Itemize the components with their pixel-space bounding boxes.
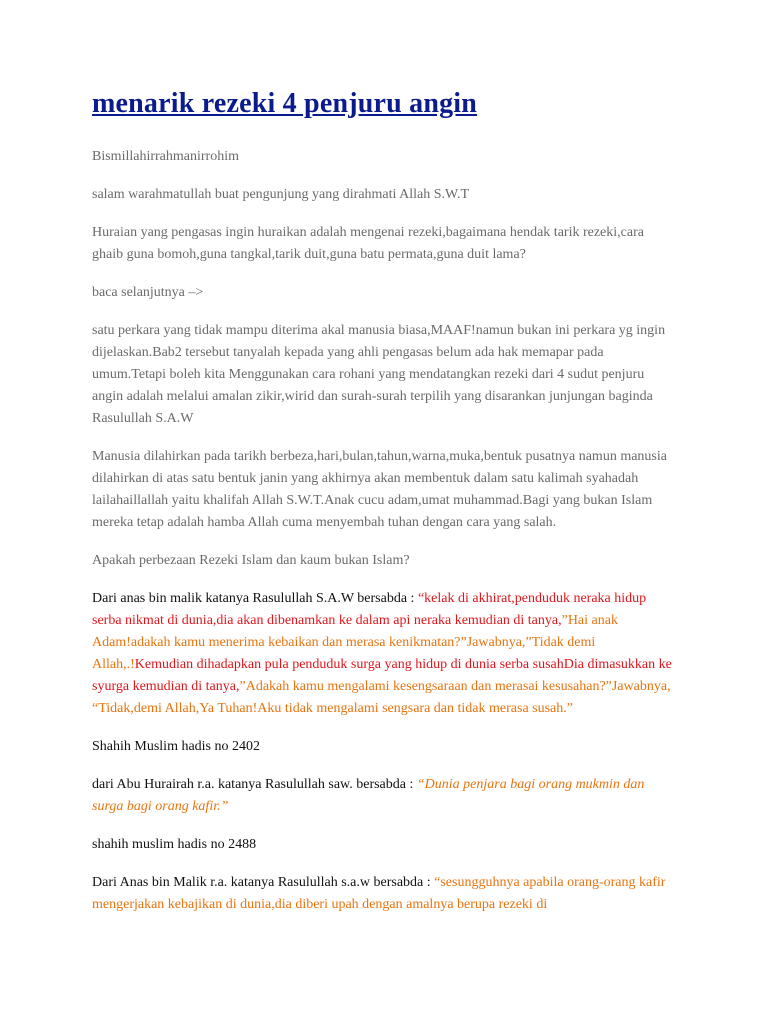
hadith-intro: Dari anas bin malik katanya Rasulullah S.A.W bersabda : bbox=[92, 591, 418, 606]
hadith-intro-3: Dari Anas bin Malik r.a. katanya Rasulullah s.a.w bersabda : bbox=[92, 875, 435, 890]
hadith-quote-red-2: Kemudian dihadapkan pula penduduk surga yang hidup di dunia serba susahDia dimasukkan ke syurga kemudian di tanya, bbox=[92, 657, 672, 694]
opening-paragraph: Bismillahirrahmanirrohim bbox=[92, 149, 239, 164]
hadith-quote-2: “Dunia penjara bagi orang mukmin dan surga bagi orang kafir.” bbox=[92, 777, 645, 814]
hadith-paragraph-2 bbox=[92, 774, 678, 818]
hadith-quote-orange: ”Hai anak Adam!adakah kamu menerima kebaikan dan merasa kenikmatan?”Jawabnya,”Tidak demi Allah,.! bbox=[92, 613, 618, 672]
hadith-intro-2: dari Abu Hurairah r.a. katanya Rasulullah saw. bersabda : bbox=[92, 777, 417, 792]
body-paragraph-2: Manusia dilahirkan pada tarikh berbeza,hari,bulan,tahun,warna,muka,bentuk pusatnya namun manusia dilahirkan di atas satu bentuk janin yang akhirnya akan membentuk dalam satu kalimah syahadah lailahaillallah yaitu khalifah Allah S.W.T.Anak cucu adam,umat muhammad.Bagi yang bukan Islam mereka tetap adalah hamba Allah cuma menyembah tuhan dengan cara yang salah. bbox=[92, 449, 667, 530]
hadith-quote-3: “sesungguhnya apabila orang-orang kafir mengerjakan kebajikan di dunia,dia diberi upah dengan amalnya berupa rezeki di bbox=[92, 875, 666, 912]
hadith-quote-orange-2: ”Adakah kamu mengalami kesengsaraan dan merasai kesusahan?”Jawabnya, “Tidak,demi Allah,Ya Tuhan!Aku tidak mengalami sengsara dan tidak merasa susah.” bbox=[92, 679, 671, 716]
hadith-paragraph-1 bbox=[92, 588, 678, 720]
hadith-reference-2: shahih muslim hadis no 2488 bbox=[92, 837, 257, 852]
intro-paragraph: Huraian yang pengasas ingin huraikan adalah mengenai rezeki,bagaimana hendak tarik rezeki,cara ghaib guna bomoh,guna tangkal,tarik duit,guna batu permata,guna duit lama? bbox=[92, 225, 644, 262]
hadith-paragraph-3 bbox=[92, 872, 678, 916]
body-paragraph-1: satu perkara yang tidak mampu diterima akal manusia biasa,MAAF!namun bukan ini perkara yg ingin dijelaskan.Bab2 tersebut tanyalah kepada yang ahli pengasas belum ada hak memapar pada umum.Tetapi boleh kita Menggunakan cara rohani yang mendatangkan rezeki dari 4 sudut penjuru angin adalah melalui amalan zikir,wirid dan surah-surah terpilih yang disarankan junjungan baginda Rasulullah S.A.W bbox=[92, 323, 666, 426]
article bbox=[92, 84, 678, 932]
hadith-quote-red: “kelak di akhirat,penduduk neraka hidup serba nikmat di dunia,dia akan dibenamkan ke dalam api neraka kemudian di tanya, bbox=[92, 591, 647, 628]
greeting-paragraph: salam warahmatullah buat pengunjung yang dirahmati Allah S.W.T bbox=[92, 187, 470, 202]
hadith-reference-1: Shahih Muslim hadis no 2402 bbox=[92, 739, 261, 754]
read-more-link[interactable]: baca selanjutnya –> bbox=[92, 285, 204, 300]
page-title-link[interactable]: menarik rezeki 4 penjuru angin bbox=[92, 88, 478, 119]
question-paragraph: Apakah perbezaan Rezeki Islam dan kaum bukan Islam? bbox=[92, 553, 410, 568]
